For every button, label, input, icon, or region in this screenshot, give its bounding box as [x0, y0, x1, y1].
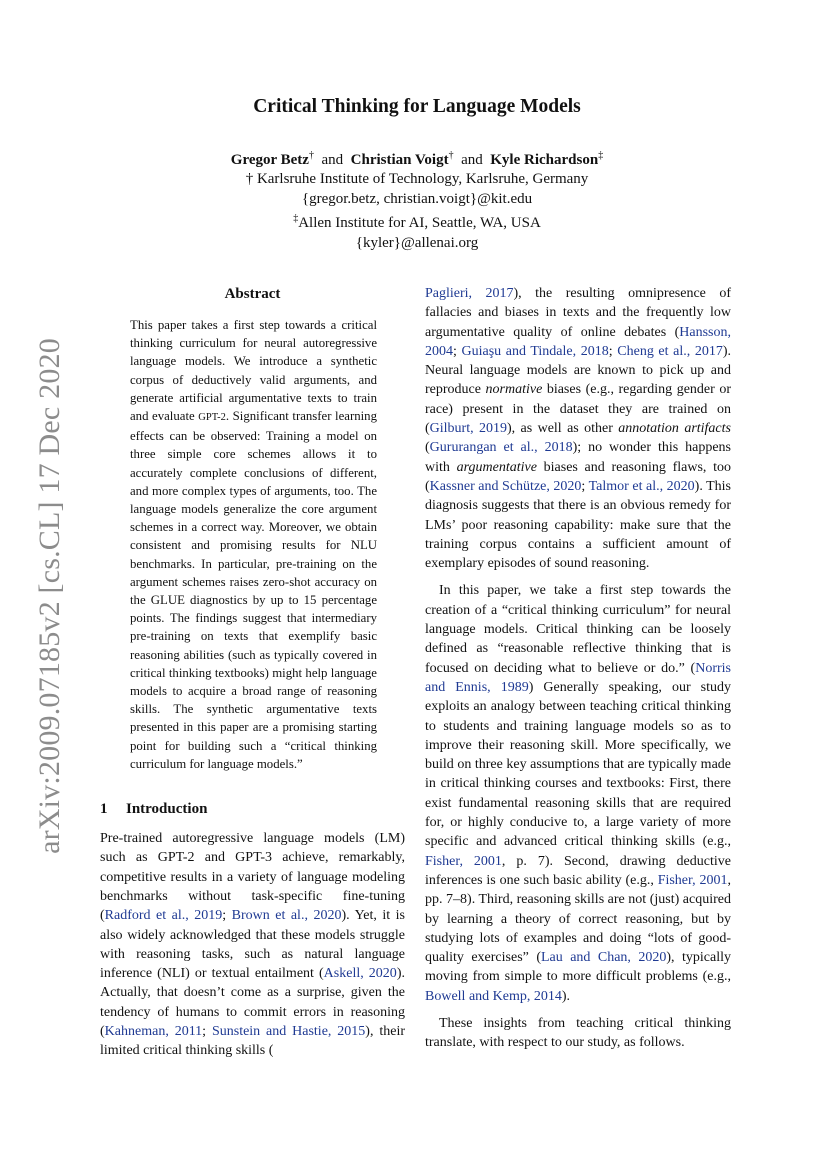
paper-header: [100, 96, 734, 253]
author-separator: and: [321, 152, 344, 168]
left-column: [100, 284, 405, 1061]
intro-paragraph-1: Pre-trained autoregressive language models (LM) such as GPT-2 and GPT-3 achieve, remarkably, competitive results in a variety of language modeling benchmarks without task-specific fine-tuning (Radford et al., 2019; Brown et al., 2020). Yet, it is also widely acknowledged that these models struggle with reasoning tasks, such as natural language inference (NLI) or textual entailment (Askell, 2020). Actually, that doesn’t come as a surprise, given the tendency of humans to commit errors in reasoning (Kahneman, 2011; Sunstein and Hastie, 2015), their limited critical thinking skills (: [100, 831, 406, 1059]
citation-link[interactable]: Gururangan et al., 2018: [429, 440, 573, 456]
citation-link[interactable]: Radford et al., 2019: [104, 908, 223, 924]
author-name: Kyle Richardson: [490, 152, 599, 168]
paper-title: Critical Thinking for Language Models: [253, 96, 581, 117]
abstract-heading: Abstract: [224, 286, 281, 302]
citation-link[interactable]: Norris and Ennis, 1989: [425, 660, 731, 695]
arxiv-identifier: arXiv:2009.07185v2 [cs.CL] 17 Dec 2020: [33, 338, 66, 854]
author-mark: †: [448, 150, 454, 161]
citation-link[interactable]: Askell, 2020: [323, 966, 397, 982]
author-mark: ‡: [598, 150, 604, 161]
citation-link[interactable]: Guiaşu and Tindale, 2018: [461, 343, 609, 359]
abstract-text: This paper takes a first step towards a critical thinking curriculum for neural autoregressive language models. We introduce a synthetic corpus of deductively valid arguments, and generate artificial argumentative texts to train and evaluate GPT-2. Significant transfer learning effects can be observed: Training a model on three simple core schemes allows it to accurately complete conclusions of different, and more complex types of arguments, too. The language models generalize the core argument schemes in a correct way. Moreover, we obtain consistent and promising results for NLU benchmarks. In particular, pre-training on the argument schemes raises zero-shot accuracy on the GLUE diagnostics by up to 15 percentage points. The findings suggest that intermediary pre-training on texts that exemplify basic reasoning abilities (such as typically covered in critical thinking textbooks) might help language models to acquire a broad range of reasoning skills. The synthetic argumentative texts presented in this paper are a promising starting point for building such a “critical thinking curriculum for language models.”: [130, 318, 377, 771]
citation-link[interactable]: Bowell and Kemp, 2014: [425, 988, 562, 1004]
intro-paragraph-2: In this paper, we take a first step towards the creation of a “critical thinking curriculum” for neural language models. Critical thinking can be loosely defined as “reasonable reflective thinking that is focused on deciding what to believe or do.” (Norris and Ennis, 1989) Generally speaking, our study exploits an analogy between teaching critical thinking to students and training language models so as to improve their reasoning skill. More specifically, we build on three key assumptions that are typically made in critical thinking courses and textbooks: First, there exist fundamental reasoning skills that are required for, or highly conducive to, a large variety of more specific and advanced critical thinking skills (e.g., Fisher, 2001, p. 7). Second, drawing deductive inferences is one such basic ability (e.g., Fisher, 2001, pp. 7–8). Third, reasoning skills are not (just) acquired by learning a theory of correct reasoning, but by studying lots of examples and doing “lots of good-quality exercises” (Lau and Chan, 2020), typically moving from simple to more difficult problems (e.g., Bowell and Kemp, 2014).: [425, 583, 732, 1004]
citation-link[interactable]: Lau and Chan, 2020: [540, 950, 667, 966]
affiliation-name: Allen Institute for AI, Seattle, WA, USA: [298, 215, 541, 231]
citation-link[interactable]: Kassner and Schütze, 2020: [429, 478, 582, 494]
right-column: [425, 284, 731, 1053]
affiliation-email: {gregor.betz, christian.voigt}@kit.edu: [301, 190, 533, 207]
citation-link[interactable]: Cheng et al., 2017: [617, 343, 723, 359]
citation-link[interactable]: Hansson, 2004: [425, 324, 731, 359]
emphasis: normative: [485, 382, 543, 398]
author-name: Christian Voigt: [350, 152, 449, 168]
affiliation-mark: ‡: [293, 213, 299, 224]
gpt2-smallcaps: GPT-2: [198, 412, 226, 424]
emphasis: annotation artifacts: [618, 421, 731, 437]
author-list: [100, 146, 734, 170]
emphasis: argumentative: [456, 459, 537, 475]
citation-link[interactable]: Kahneman, 2011: [104, 1024, 203, 1040]
citation-link[interactable]: Paglieri, 2017: [425, 286, 514, 301]
citation-link[interactable]: Brown et al., 2020: [231, 908, 342, 924]
section-number: 1: [100, 801, 108, 818]
citation-link[interactable]: Fisher, 2001: [657, 872, 728, 888]
citation-link[interactable]: Fisher, 2001: [425, 853, 502, 869]
author-mark: †: [308, 150, 314, 161]
author-separator: and: [461, 152, 483, 168]
citation-link[interactable]: Sunstein and Hastie, 2015: [211, 1024, 366, 1040]
section-heading-introduction: [100, 799, 405, 819]
affiliation-line: † Karlsruhe Institute of Technology, Karlsruhe, Germany: [245, 171, 589, 187]
section-title: Introduction: [126, 801, 208, 818]
intro-paragraph-1-continued: Paglieri, 2017), the resulting omnipresence of fallacies and biases in texts and the frequently low argumentative quality of online debates (Hansson, 2004; Guiaşu and Tindale, 2018; Cheng et al., 2017). Neural language models are known to pick up and reproduce normative biases (e.g., regarding gender or race) present in the dataset they are trained on (Gilburt, 2019), as well as other annotation artifacts (Gururangan et al., 2018); no wonder this happens with argumentative biases and reasoning flaws, too (Kassner and Schütze, 2020; Talmor et al., 2020). This diagnosis suggests that there is an obvious remedy for LMs’ poor reasoning capability: make sure that the training corpus contains a sufficient amount of exemplary episodes of sound reasoning.: [425, 286, 732, 572]
affiliation-line: [100, 209, 734, 234]
citation-link[interactable]: Gilburt, 2019: [429, 421, 507, 437]
intro-paragraph-3: These insights from teaching critical thinking translate, with respect to our study, as follows.: [425, 1015, 731, 1051]
author-name: Gregor Betz: [230, 152, 309, 168]
citation-link[interactable]: Talmor et al., 2020: [588, 478, 695, 494]
affiliation-email: {kyler}@allenai.org: [355, 234, 479, 251]
